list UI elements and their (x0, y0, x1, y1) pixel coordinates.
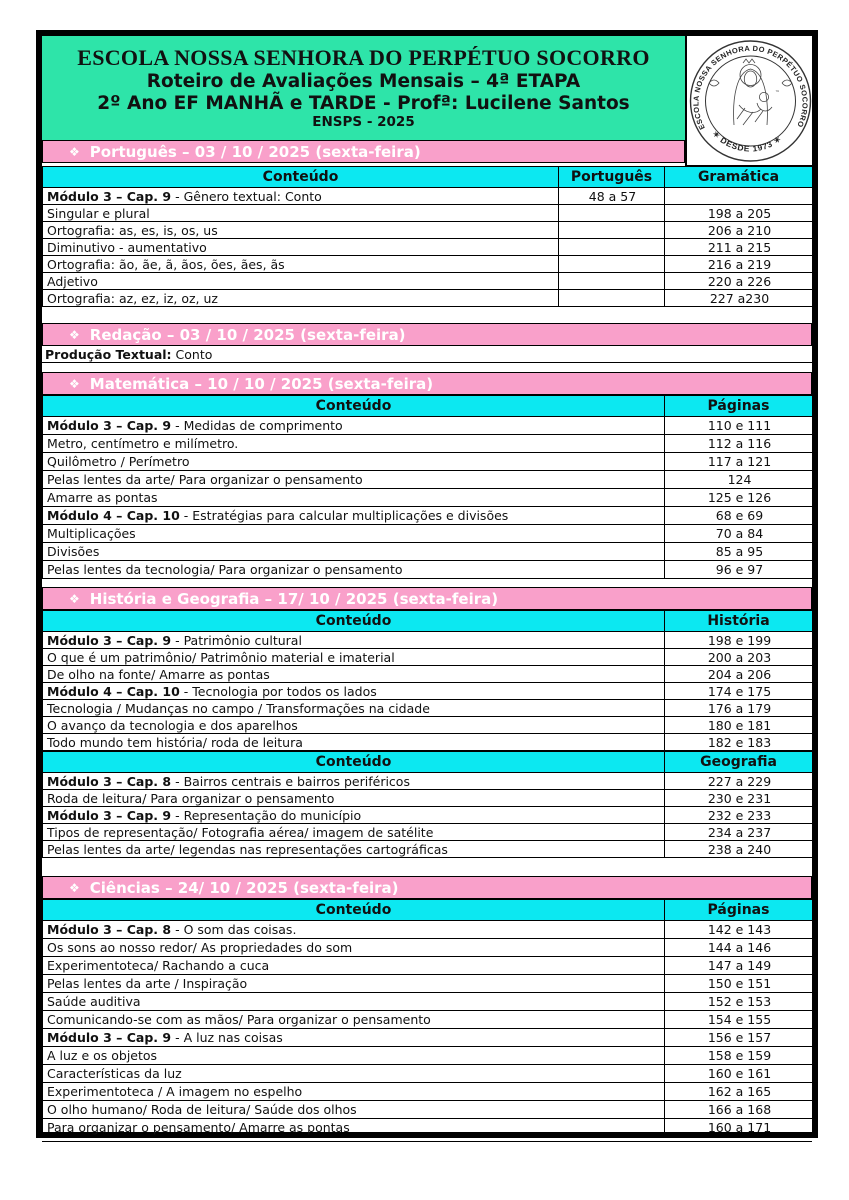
portugues-table (42, 166, 813, 307)
banner-portugues-label: Português – 03 / 10 / 2025 (sexta-feira) (89, 142, 421, 161)
content-cell: De olho na fonte/ Amarre as pontas (43, 666, 665, 683)
content-cell: Saúde auditiva (43, 993, 665, 1011)
school-seal-graphic (687, 37, 814, 165)
table-row (43, 921, 813, 939)
pages-cell: 85 a 95 (665, 543, 813, 561)
column-header-paginas: Páginas (665, 900, 813, 921)
content-cell: Tecnologia / Mudanças no campo / Transformações na cidade (43, 700, 665, 717)
column-header-conteudo: Conteúdo (43, 752, 665, 773)
content-bold-prefix: Módulo 3 – Cap. 9 (47, 807, 172, 823)
table-row (43, 1047, 813, 1065)
content-cell: Todo mundo tem história/ roda de leitura (43, 734, 665, 751)
banner-matematica (42, 372, 812, 395)
pages-cell: 198 a 205 (665, 205, 813, 222)
seal-outer-ring (691, 41, 811, 161)
pages-cell: 70 a 84 (665, 525, 813, 543)
content-cell: Módulo 3 – Cap. 8 - Bairros centrais e bairros periféricos (43, 773, 665, 790)
historia-table (42, 610, 813, 751)
table-row (43, 957, 813, 975)
content-cell: O olho humano/ Roda de leitura/ Saúde dos olhos (43, 1101, 665, 1119)
content-cell: Diminutivo - aumentativo (43, 239, 559, 256)
content-bold-prefix: Módulo 3 – Cap. 8 (47, 922, 172, 937)
content-bold-prefix: Módulo 3 – Cap. 8 (47, 773, 172, 789)
table-row (43, 807, 813, 824)
table-row (43, 1083, 813, 1101)
column-header-conteudo: Conteúdo (43, 396, 665, 417)
content-cell: Módulo 4 – Cap. 10 - Estratégias para calcular multiplicações e divisões (43, 507, 665, 525)
content-cell: O avanço da tecnologia e dos aparelhos (43, 717, 665, 734)
school-name: ESCOLA NOSSA SENHORA DO PERPÉTUO SOCORRO (77, 45, 650, 71)
column-header-geografia: Geografia (665, 752, 813, 773)
content-cell: Pelas lentes da arte/ Para organizar o pensamento (43, 471, 665, 489)
table-row (43, 290, 813, 307)
pages-cell: 144 a 146 (665, 939, 813, 957)
content-cell: Amarre as pontas (43, 489, 665, 507)
school-header (42, 36, 685, 140)
column-header-gramatica: Gramática (665, 167, 813, 188)
diamond-bullet-icon: ❖ (69, 144, 80, 159)
table-row (43, 632, 813, 649)
content-cell: Características da luz (43, 1065, 665, 1083)
banner-redacao-label: Redação – 03 / 10 / 2025 (sexta-feira) (89, 325, 406, 344)
producao-value: Conto (175, 346, 213, 362)
table-row (43, 507, 813, 525)
banner-ciencias (42, 876, 812, 899)
pages-cell: 160 e 161 (665, 1065, 813, 1083)
content-cell: A luz e os objetos (43, 1047, 665, 1065)
pages-cell: 150 e 151 (665, 975, 813, 993)
content-cell: Pelas lentes da arte / Inspiração (43, 975, 665, 993)
pages-cell: 117 a 121 (665, 453, 813, 471)
table-row (43, 1029, 813, 1047)
pages-cell: 232 e 233 (665, 807, 813, 824)
table-row (43, 939, 813, 957)
pages-cell: 160 a 171 (665, 1119, 813, 1137)
table-row (43, 975, 813, 993)
content-cell: Comunicando-se com as mãos/ Para organizar o pensamento (43, 1011, 665, 1029)
table-row (43, 683, 813, 700)
pages-cell (559, 273, 665, 290)
table-row (43, 188, 813, 205)
matematica-table (42, 395, 813, 579)
content-cell: Metro, centímetro e milímetro. (43, 435, 665, 453)
content-cell: Módulo 3 – Cap. 9 - Gênero textual: Conto (43, 188, 559, 205)
table-row (43, 993, 813, 1011)
column-header-conteudo: Conteúdo (43, 167, 559, 188)
content-cell: Roda de leitura/ Para organizar o pensamento (43, 790, 665, 807)
table-row (43, 489, 813, 507)
diamond-bullet-icon: ❖ (69, 591, 80, 606)
table-header-row (43, 396, 813, 417)
table-row (43, 273, 813, 290)
table-row (43, 666, 813, 683)
content-cell: Ortografia: ão, ãe, ã, ãos, ões, ães, ãs (43, 256, 559, 273)
table-header-row (43, 167, 813, 188)
header-subtitle: Roteiro de Avaliações Mensais – 4ª ETAPA (146, 70, 581, 92)
table-row (43, 734, 813, 751)
content-cell: Multiplicações (43, 525, 665, 543)
pages-cell: 125 e 126 (665, 489, 813, 507)
pages-cell (559, 222, 665, 239)
pages-cell: 166 a 168 (665, 1101, 813, 1119)
pages-cell: 234 a 237 (665, 824, 813, 841)
diamond-bullet-icon: ❖ (69, 376, 80, 391)
content-cell: Experimentoteca/ Rachando a cuca (43, 957, 665, 975)
table-header-row (43, 900, 813, 921)
pages-cell: 147 a 149 (665, 957, 813, 975)
content-cell: Para organizar o pensamento/ Amarre as pontas (43, 1119, 665, 1137)
content-cell: Módulo 3 – Cap. 8 - O som das coisas. (43, 921, 665, 939)
pages-cell: 200 a 203 (665, 649, 813, 666)
header-left (42, 36, 685, 163)
pages-cell (559, 239, 665, 256)
banner-historia-geografia (42, 587, 812, 610)
header-code-year: ENSPS - 2025 (312, 114, 415, 131)
table-row (43, 700, 813, 717)
content-cell: Pelas lentes da arte/ legendas nas representações cartográficas (43, 841, 665, 858)
pages-cell: 230 e 231 (665, 790, 813, 807)
table-row (43, 417, 813, 435)
seal-bottom-text: ✶ DESDE 1973 ✶ (710, 129, 784, 154)
pages-cell: 180 e 181 (665, 717, 813, 734)
content-bold-prefix: Módulo 3 – Cap. 9 (47, 1030, 172, 1045)
pages-cell: 156 e 157 (665, 1029, 813, 1047)
content-cell: Ortografia: az, ez, iz, oz, uz (43, 290, 559, 307)
content-cell: Módulo 3 – Cap. 9 - Patrimônio cultural (43, 632, 665, 649)
pages-cell: 198 e 199 (665, 632, 813, 649)
content-cell: Singular e plural (43, 205, 559, 222)
banner-historia-geografia-label: História e Geografia – 17/ 10 / 2025 (sexta-feira) (89, 589, 499, 608)
content-cell: Tipos de representação/ Fotografia aérea/ imagem de satélite (43, 824, 665, 841)
banner-portugues (42, 140, 685, 163)
table-row (43, 1119, 813, 1137)
pages-cell: 227 a 229 (665, 773, 813, 790)
table-row (43, 471, 813, 489)
content-cell: Módulo 4 – Cap. 10 - Tecnologia por todos os lados (43, 683, 665, 700)
banner-matematica-label: Matemática – 10 / 10 / 2025 (sexta-feira) (89, 374, 434, 393)
diamond-bullet-icon: ❖ (69, 327, 80, 342)
column-header-historia: História (665, 611, 813, 632)
content-bold-prefix: Módulo 4 – Cap. 10 (47, 508, 180, 523)
table-row (43, 649, 813, 666)
pages-cell: 204 a 206 (665, 666, 813, 683)
banner-redacao (42, 323, 812, 346)
banner-ciencias-label: Ciências – 24/ 10 / 2025 (sexta-feira) (89, 878, 399, 897)
pages-cell: 174 e 175 (665, 683, 813, 700)
pages-cell (559, 256, 665, 273)
pages-cell (559, 205, 665, 222)
column-header-conteudo: Conteúdo (43, 611, 665, 632)
column-header-conteudo: Conteúdo (43, 900, 665, 921)
pages-cell: 124 (665, 471, 813, 489)
table-row (43, 222, 813, 239)
pages-cell: 176 a 179 (665, 700, 813, 717)
content-bold-prefix: Módulo 3 – Cap. 9 (47, 418, 172, 433)
table-row (43, 256, 813, 273)
table-row (43, 205, 813, 222)
content-cell: O que é um patrimônio/ Patrimônio material e imaterial (43, 649, 665, 666)
seal-ring-text: ESCOLA NOSSA SENHORA DO PERPÉTUO SOCORRO (691, 43, 810, 132)
producao-textual-row (42, 346, 812, 363)
content-cell: Adjetivo (43, 273, 559, 290)
table-row (43, 841, 813, 858)
column-header-paginas: Páginas (665, 396, 813, 417)
table-row (43, 239, 813, 256)
content-cell: Módulo 3 – Cap. 9 - A luz nas coisas (43, 1029, 665, 1047)
table-row (43, 1011, 813, 1029)
pages-cell (665, 188, 813, 205)
empty-row (42, 1137, 812, 1142)
producao-label: Produção Textual: (45, 346, 172, 362)
table-row (43, 790, 813, 807)
table-row (43, 561, 813, 579)
pages-cell: 110 e 111 (665, 417, 813, 435)
pages-cell: 154 e 155 (665, 1011, 813, 1029)
pages-cell: 152 e 153 (665, 993, 813, 1011)
content-cell: Quilômetro / Perímetro (43, 453, 665, 471)
pages-cell (559, 290, 665, 307)
ciencias-table (42, 899, 813, 1137)
pages-cell: 48 a 57 (559, 188, 665, 205)
table-header-row (43, 752, 813, 773)
column-header-portugues: Português (559, 167, 665, 188)
pages-cell: 216 a 219 (665, 256, 813, 273)
content-cell: Divisões (43, 543, 665, 561)
school-seal (685, 36, 812, 166)
pages-cell: 68 e 69 (665, 507, 813, 525)
content-bold-prefix: Módulo 3 – Cap. 9 (47, 188, 172, 204)
pages-cell: 182 e 183 (665, 734, 813, 751)
content-cell: Ortografia: as, es, is, os, us (43, 222, 559, 239)
table-row (43, 1065, 813, 1083)
table-header-row (43, 611, 813, 632)
table-row (43, 773, 813, 790)
content-bold-prefix: Módulo 3 – Cap. 9 (47, 632, 172, 648)
pages-cell: 238 a 240 (665, 841, 813, 858)
content-cell: Experimentoteca / A imagem no espelho (43, 1083, 665, 1101)
table-row (43, 717, 813, 734)
diamond-bullet-icon: ❖ (69, 880, 80, 895)
pages-cell: 206 a 210 (665, 222, 813, 239)
geografia-table (42, 751, 813, 858)
document-frame (36, 30, 818, 1138)
pages-cell: 162 a 165 (665, 1083, 813, 1101)
pages-cell: 220 a 226 (665, 273, 813, 290)
pages-cell: 142 e 143 (665, 921, 813, 939)
table-row (43, 525, 813, 543)
content-bold-prefix: Módulo 4 – Cap. 10 (47, 683, 180, 699)
pages-cell: 227 a230 (665, 290, 813, 307)
content-cell: Pelas lentes da tecnologia/ Para organizar o pensamento (43, 561, 665, 579)
table-row (43, 453, 813, 471)
document-header (42, 36, 812, 166)
content-cell: Módulo 3 – Cap. 9 - Representação do município (43, 807, 665, 824)
content-cell: Os sons ao nosso redor/ As propriedades do som (43, 939, 665, 957)
seal-trademark: ™ (775, 90, 780, 96)
table-row (43, 543, 813, 561)
pages-cell: 112 a 116 (665, 435, 813, 453)
table-row (43, 435, 813, 453)
pages-cell: 158 e 159 (665, 1047, 813, 1065)
table-row (43, 824, 813, 841)
table-row (43, 1101, 813, 1119)
pages-cell: 211 a 215 (665, 239, 813, 256)
pages-cell: 96 e 97 (665, 561, 813, 579)
header-class-info: 2º Ano EF MANHÃ e TARDE - Profª: Lucilene Santos (97, 92, 630, 114)
content-cell: Módulo 3 – Cap. 9 - Medidas de comprimento (43, 417, 665, 435)
